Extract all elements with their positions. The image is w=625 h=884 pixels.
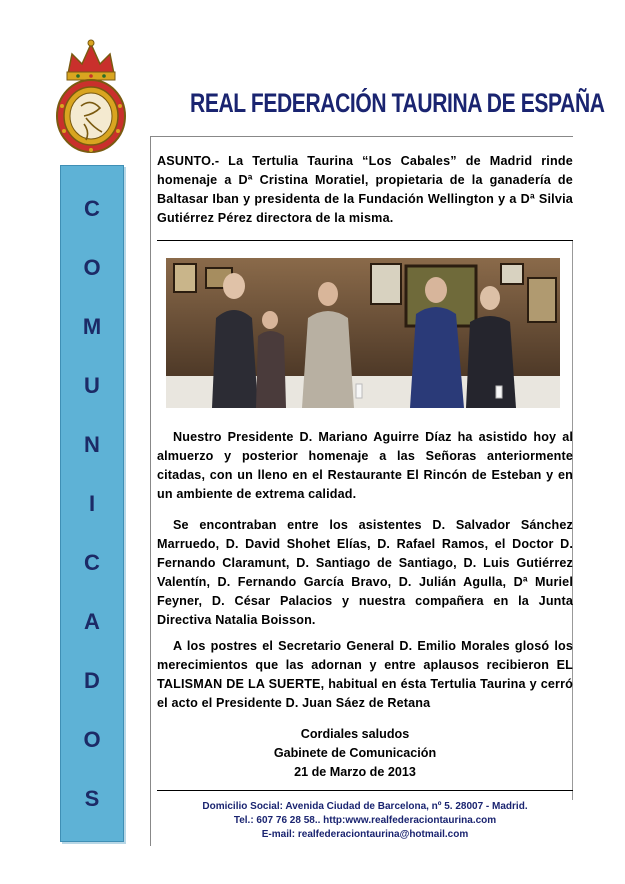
side-letter: A xyxy=(84,609,100,634)
frame-line xyxy=(150,136,151,846)
paragraph-text: Nuestro Presidente D. Mariano Aguirre Díaz ha asistido hoy al almuerzo y posterior homenaje a las Señoras anteriormente citadas, con un lleno en el Restaurante El Rincón de Esteban y en un ambiente de extrema calidad. xyxy=(157,430,573,501)
side-letter: S xyxy=(84,786,100,811)
footer xyxy=(150,800,580,842)
federation-crest-logo xyxy=(50,36,132,156)
event-photo xyxy=(166,258,560,408)
side-letter: D xyxy=(84,668,100,693)
side-letter: N xyxy=(84,432,100,457)
side-letter: I xyxy=(88,491,96,516)
side-letter: C xyxy=(84,550,100,575)
paragraph-text: A los postres el Secretario General D. Emilio Morales glosó los merecimientos que las adornan y entre aplausos recibieron EL TALISMAN DE LA SUERTE, habitual en ésta Tertulia Taurina y cerró el acto el Presidente D. Juan Sáez de Retana xyxy=(157,639,573,710)
body-paragraph xyxy=(157,637,573,713)
divider xyxy=(157,790,573,791)
side-letter: C xyxy=(84,196,100,221)
comunicados-side-bar xyxy=(60,165,124,842)
side-letter: M xyxy=(82,314,102,339)
closing-office: Gabinete de Comunicación xyxy=(273,746,437,760)
frame-line xyxy=(150,136,573,137)
closing-greeting: Cordiales saludos xyxy=(300,727,410,741)
side-letter: O xyxy=(83,255,101,280)
footer-email: E-mail: realfederaciontaurina@hotmail.com xyxy=(261,829,469,840)
body-paragraph xyxy=(157,516,573,630)
footer-address: Domicilio Social: Avenida Ciudad de Barcelona, nº 5. 28007 - Madrid. xyxy=(202,801,528,812)
closing-date: 21 de Marzo de 2013 xyxy=(294,765,416,779)
divider xyxy=(157,240,573,241)
federation-title: REAL FEDERACIÓN TAURINA DE ESPAÑA xyxy=(190,88,605,118)
subject-text: ASUNTO.- La Tertulia Taurina “Los Cabales” de Madrid rinde homenaje a Dª Cristina Moratiel, propietaria de la ganadería de Baltasar Iban y presidenta de la Fundación Wellington y a Dª Silvia Gutiérrez Pérez directora de la misma. xyxy=(157,154,573,225)
footer-contact: Tel.: 607 76 28 58.. http:www.realfederaciontaurina.com xyxy=(233,815,497,826)
body-paragraph xyxy=(157,428,573,504)
side-letter: U xyxy=(84,373,100,398)
paragraph-text: Se encontraban entre los asistentes D. Salvador Sánchez Marruedo, D. David Shohet Elías, D. Rafael Ramos, el Doctor D. Fernando Claramunt, D. Santiago de Santiago, D. Luis Gutiérrez Valentín, D. Fernando García Bravo, D. Julián Agulla, Dª Muriel Feyner, D. César Palacios y nuestra compañera en la Junta Directiva Natalia Boisson. xyxy=(157,518,573,627)
side-letter: O xyxy=(83,727,101,752)
